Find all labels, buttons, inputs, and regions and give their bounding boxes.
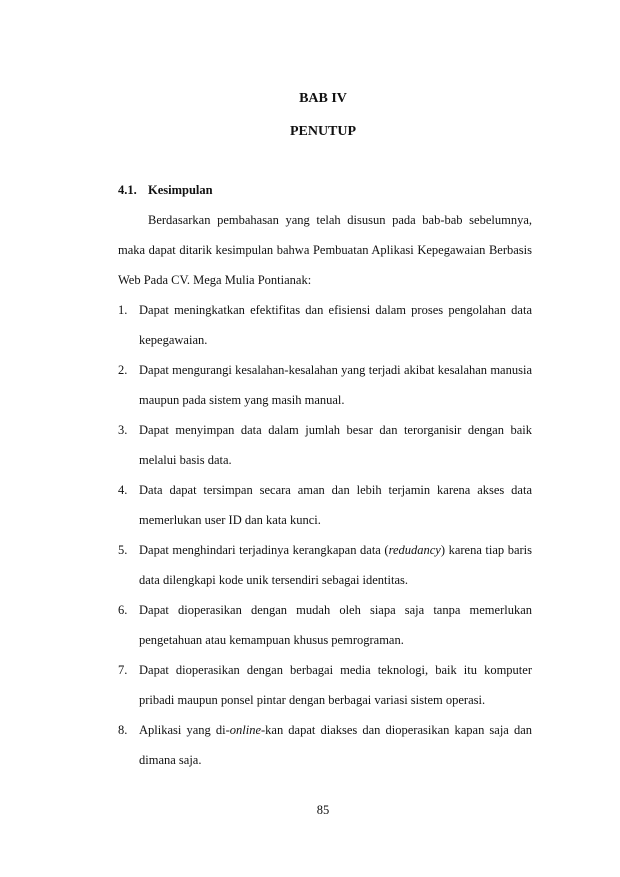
list-item [118,415,532,475]
list-marker: 4. [118,483,128,497]
list-marker: 3. [118,423,128,437]
list-item-text: Dapat menyimpan data dalam jumlah besar dan terorganisir dengan baik melalui basis data. [139,423,532,467]
list-item [118,595,532,655]
page-number: 85 [316,803,330,817]
list-item-text: Data dapat tersimpan secara aman dan lebih terjamin karena akses data memerlukan user ID dan kata kunci. [139,483,532,527]
section-number: 4.1. [118,183,137,197]
chapter-title: PENUTUP [289,124,357,139]
list-item [118,655,532,715]
italic-term: online [229,723,261,737]
list-item-text-after: -kan dapat diakses dan dioperasikan kapan saja dan dimana saja. [139,723,533,767]
list-item-text-after: ) karena tiap baris data dilengkapi kode unik tersendiri sebagai identitas. [139,543,532,587]
list-item-text: Dapat dioperasikan dengan mudah oleh siapa saja tanpa memerlukan pengetahuan atau kemampuan khusus pemrograman. [139,603,532,647]
list-marker: 2. [118,363,128,377]
list-item-text-before: Dapat menghindari terjadinya kerangkapan data ( [139,543,389,557]
list-marker: 8. [118,723,128,737]
conclusion-list [118,295,532,775]
section-title: Kesimpulan [148,183,213,197]
list-marker: 1. [118,303,128,317]
list-marker: 5. [118,543,128,557]
list-marker: 6. [118,603,128,617]
list-item-text-before: Aplikasi yang di- [139,723,230,737]
chapter-label: BAB IV [299,91,347,106]
list-item-text: Dapat meningkatkan efektifitas dan efisiensi dalam proses pengolahan data kepegawaian. [139,303,532,347]
list-item-text: Dapat mengurangi kesalahan-kesalahan yang terjadi akibat kesalahan manusia maupun pada sistem yang masih manual. [139,363,532,407]
list-item [118,535,532,595]
list-item [118,475,532,535]
list-item [118,295,532,355]
list-marker: 7. [118,663,128,677]
section-heading [118,183,213,198]
list-item [118,715,532,775]
list-item [118,355,532,415]
intro-paragraph: Berdasarkan pembahasan yang telah disusun pada bab-bab sebelumnya, maka dapat ditarik kesimpulan bahwa Pembuatan Aplikasi Kepegawaian Berbasis Web Pada CV. Mega Mulia Pontianak: [118,213,532,287]
italic-term: redudancy [388,543,441,557]
list-item-text: Dapat dioperasikan dengan berbagai media teknologi, baik itu komputer pribadi maupun ponsel pintar dengan berbagai variasi sistem operasi. [139,663,532,707]
